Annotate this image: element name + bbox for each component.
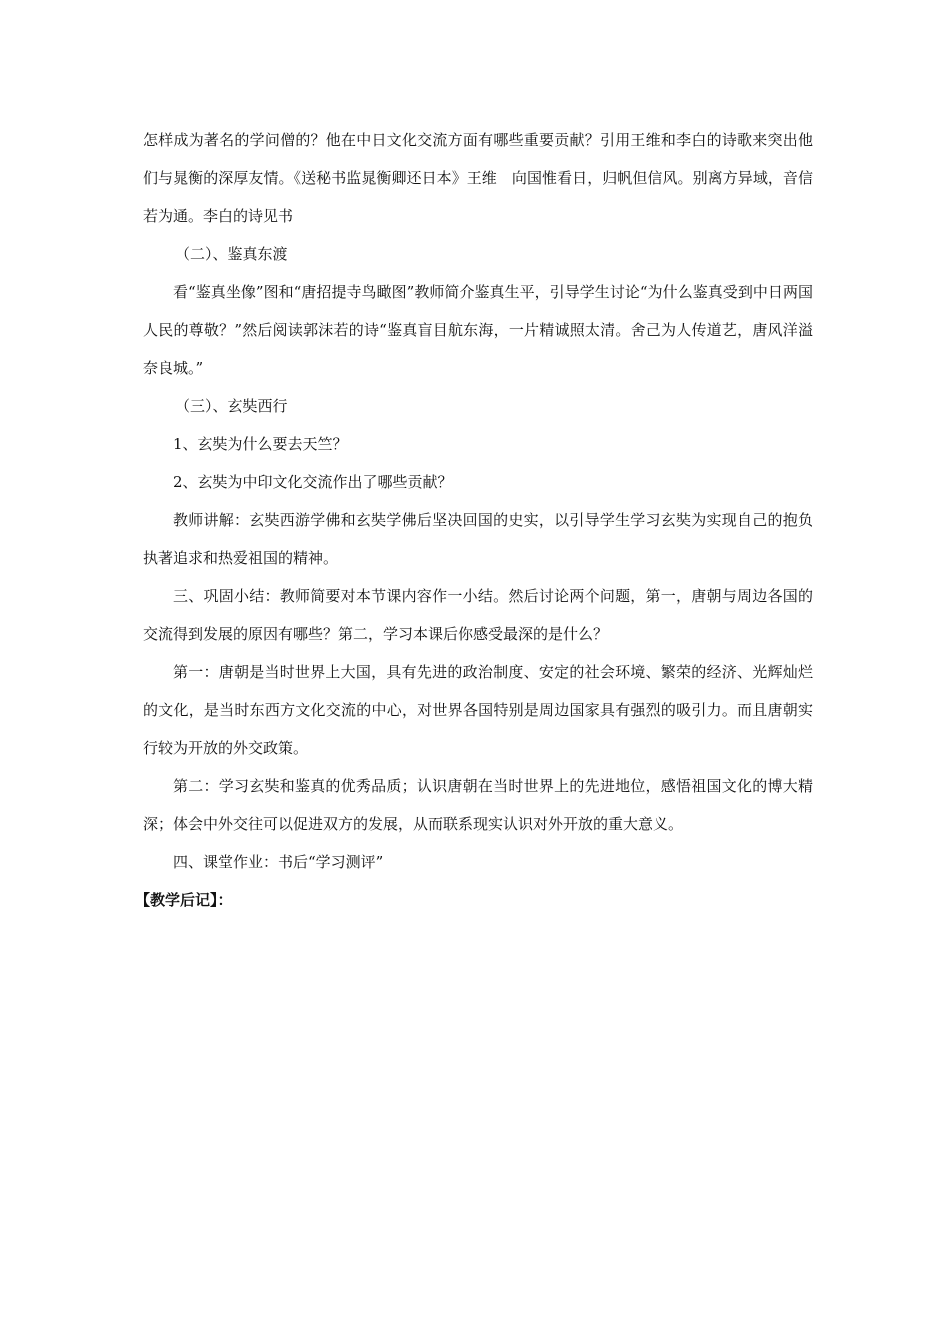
paragraph-first-answer: 第一：唐朝是当时世界上大国，具有先进的政治制度、安定的社会环境、繁荣的经济、光辉灿烂的文化，是当时东西方文化交流的中心，对世界各国特别是周边国家具有强烈的吸引力。而且唐朝实行较为开放的外交政策。 — [143, 663, 813, 757]
document-body — [135, 121, 813, 919]
section-heading-jianzhen: （二）、鉴真东渡 — [175, 245, 288, 263]
teaching-postscript-heading: 【教学后记】： — [135, 891, 233, 909]
paragraph-summary: 三、巩固小结：教师简要对本节课内容作一小结。然后讨论两个问题，第一，唐朝与周边各国的交流得到发展的原因有哪些？第二，学习本课后你感受最深的是什么？ — [143, 587, 813, 643]
paragraph-teacher-explanation: 教师讲解：玄奘西游学佛和玄奘学佛后坚决回国的史实，以引导学生学习玄奘为实现自己的抱负执著追求和热爱祖国的精神。 — [143, 511, 813, 567]
paragraph-jianzhen: 看“鉴真坐像”图和“唐招提寺鸟瞰图”教师简介鉴真生平，引导学生讨论“为什么鉴真受到中日两国人民的尊敬？”然后阅读郭沫若的诗“鉴真盲目航东海，一片精诚照太清。舍己为人传道艺，唐风洋溢奈良城。” — [143, 283, 813, 377]
paragraph-second-answer: 第二：学习玄奘和鉴真的优秀品质；认识唐朝在当时世界上的先进地位，感悟祖国文化的博大精深；体会中外交往可以促进双方的发展，从而联系现实认识对外开放的重大意义。 — [143, 777, 813, 833]
paragraph-homework: 四、课堂作业：书后“学习测评” — [173, 853, 384, 871]
paragraph-abe-nakamaro: 怎样成为著名的学问僧的？他在中日文化交流方面有哪些重要贡献？引用王维和李白的诗歌来突出他们与晁衡的深厚友情。《送秘书监晁衡卿还日本》王维 向国惟看日，归帆但信风。别离方异域，音信若为通。李白的诗见书 — [143, 131, 813, 225]
question-1: 1、玄奘为什么要去天竺？ — [173, 435, 348, 453]
section-heading-xuanzang: （三）、玄奘西行 — [175, 397, 288, 415]
question-2: 2、玄奘为中印文化交流作出了哪些贡献？ — [173, 473, 453, 491]
